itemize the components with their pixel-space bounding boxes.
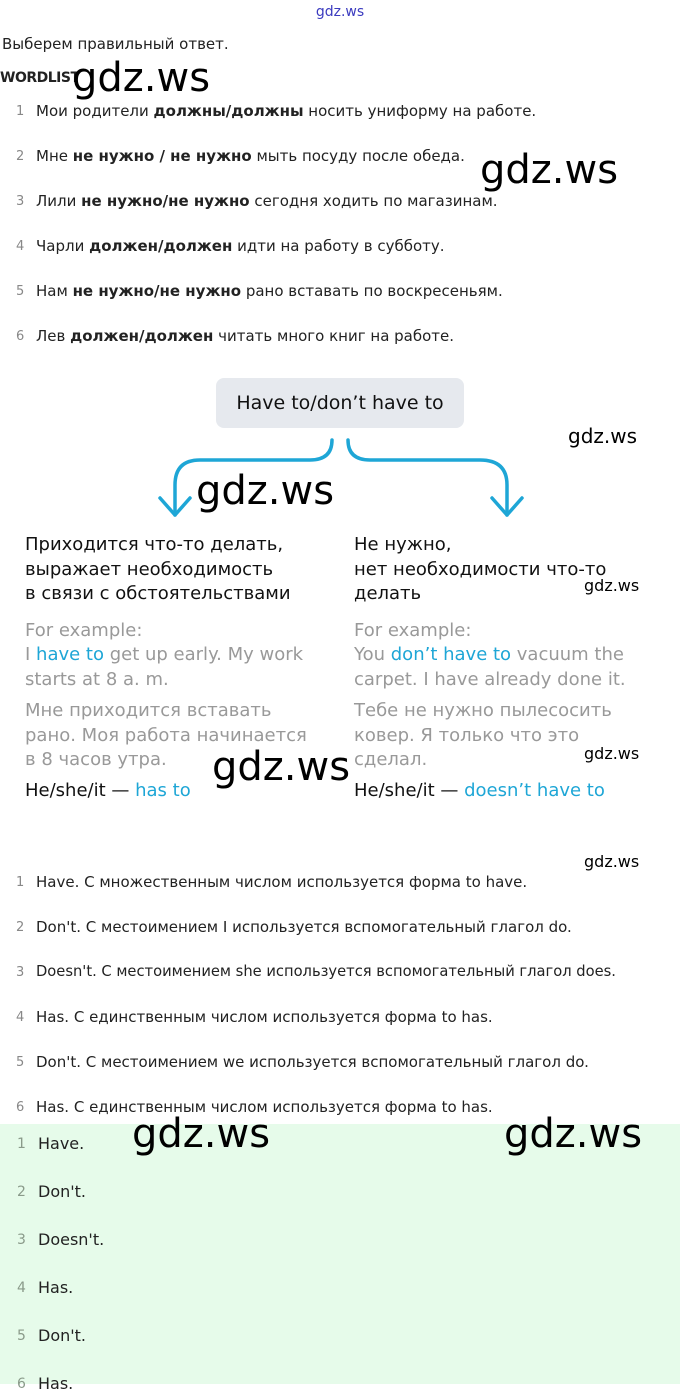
text-part: читать много книг на работе. [213,327,455,345]
wordlist-label[interactable]: WORDLIST [0,70,80,86]
bold-part: должны/должны [153,102,304,120]
right-form [354,779,669,804]
highlight-phrase: doesn’t have to [464,779,605,801]
item-number: 1 [16,875,25,890]
answer-text: Don't. [38,1182,87,1201]
answer-text: Has. [38,1278,74,1297]
item-text: Don't. С местоимением I используется вспомогательный глагол do. [36,918,572,936]
answer-number: 6 [17,1376,26,1392]
item-text: Don't. С местоимением we используется вспомогательный глагол do. [36,1053,589,1071]
highlight-phrase: don’t have to [390,644,512,665]
item-text: Has. С единственным числом используется форма to has. [36,1008,493,1026]
answer-number: 1 [17,1136,26,1152]
text-part: рано вставать по воскресеньям. [241,282,503,300]
watermark: gdz.ws [584,744,640,763]
text-part: носить униформу на работе. [303,102,537,120]
text-part: Мои родители [36,102,154,120]
right-translation-line: сделал. [354,749,428,770]
item-text [36,102,536,120]
watermark: gdz.ws [480,147,619,193]
answer-number: 4 [17,1280,26,1296]
item-text [36,282,503,300]
left-desc-line: в связи с обстоятельствами [25,583,291,604]
text-part: сегодня ходить по магазинам. [249,192,498,210]
highlight-phrase: have to [36,644,104,665]
bold-part: не нужно/не нужно [72,282,242,300]
text-part: Лили [36,192,82,210]
text-part: Лев [36,327,71,345]
watermark: gdz.ws [212,744,351,790]
watermark: gdz.ws [584,576,640,595]
watermark: gdz.ws [72,55,211,101]
left-example-label: For example: [25,619,143,641]
text-part: Нам [36,282,73,300]
bold-part: не нужно / не нужно [72,147,252,165]
left-desc-line: выражает необходимость [25,558,274,580]
answer-text: Have. [38,1134,85,1153]
item-number: 2 [16,149,25,164]
text-part: мыть посуду после обеда. [251,147,465,165]
watermark: gdz.ws [568,424,638,448]
left-example-line: starts at 8 a. m. [25,668,169,690]
right-translation-line: ковер. Я только что это [354,724,580,746]
site-title[interactable]: gdz.ws [315,4,365,20]
item-number: 3 [16,965,25,980]
diagram-title-box: Have to/don’t have to [216,378,464,428]
right-example-line: carpet. I have already done it. [354,668,626,690]
intro-text: Выберем правильный ответ. [2,35,229,53]
right-translation-line: Тебе не нужно пылесосить [354,700,612,721]
item-number: 3 [16,194,25,209]
answer-number: 3 [17,1232,26,1248]
right-desc-line: Не нужно, [354,534,452,555]
text-part: идти на работу в субботу. [232,237,445,255]
right-desc-line: делать [354,583,422,604]
item-number: 2 [16,920,25,935]
answer-text: Doesn't. [38,1230,105,1249]
right-desc-line: нет необходимости что-то [354,558,607,580]
watermark: gdz.ws [196,468,335,514]
item-text [36,192,498,210]
answer-number: 2 [17,1184,26,1200]
item-number: 6 [16,1100,25,1115]
item-number: 4 [16,239,25,254]
item-number: 6 [16,329,25,344]
bold-part: не нужно/не нужно [81,192,250,210]
text-part: vacuum the [511,644,624,665]
text-part: He/she/it — [354,779,465,801]
item-number: 1 [16,104,25,119]
text-part: He/she/it — [25,779,136,801]
item-text [36,147,465,165]
item-number: 5 [16,284,25,299]
bold-part: должен/должен [70,327,214,345]
item-text [36,327,454,345]
text-part: Мне [36,147,73,165]
bold-part: должен/должен [89,237,233,255]
left-example-line [25,643,340,668]
left-translation-line: в 8 часов утра. [25,749,167,770]
answer-number: 5 [17,1328,26,1344]
text-part: get up early. My work [104,644,304,665]
answer-text: Has. [38,1374,74,1393]
left-translation-line: Мне приходится вставать [25,700,272,721]
right-example-line [354,643,669,668]
item-text: Have. С множественным числом используется форма to have. [36,873,528,891]
item-text [36,237,445,255]
item-number: 5 [16,1055,25,1070]
highlight-phrase: has to [135,779,191,801]
right-example-label: For example: [354,619,472,641]
item-number: 4 [16,1010,25,1025]
watermark: gdz.ws [584,852,640,871]
answer-text: Don't. [38,1326,87,1345]
item-text: Has. С единственным числом используется форма to has. [36,1098,493,1116]
left-desc-line: Приходится что-то делать, [25,534,284,555]
answers-panel [0,1124,680,1393]
right-arrow-line [348,440,507,515]
watermark: gdz.ws [504,1111,643,1157]
text-part: Чарли [36,237,90,255]
item-text: Doesn't. С местоимением she используется вспомогательный глагол does. [36,963,616,980]
left-translation-line: рано. Моя работа начинается [25,724,307,746]
text-part: You [354,644,391,665]
text-part: I [25,644,37,665]
watermark: gdz.ws [132,1111,271,1157]
